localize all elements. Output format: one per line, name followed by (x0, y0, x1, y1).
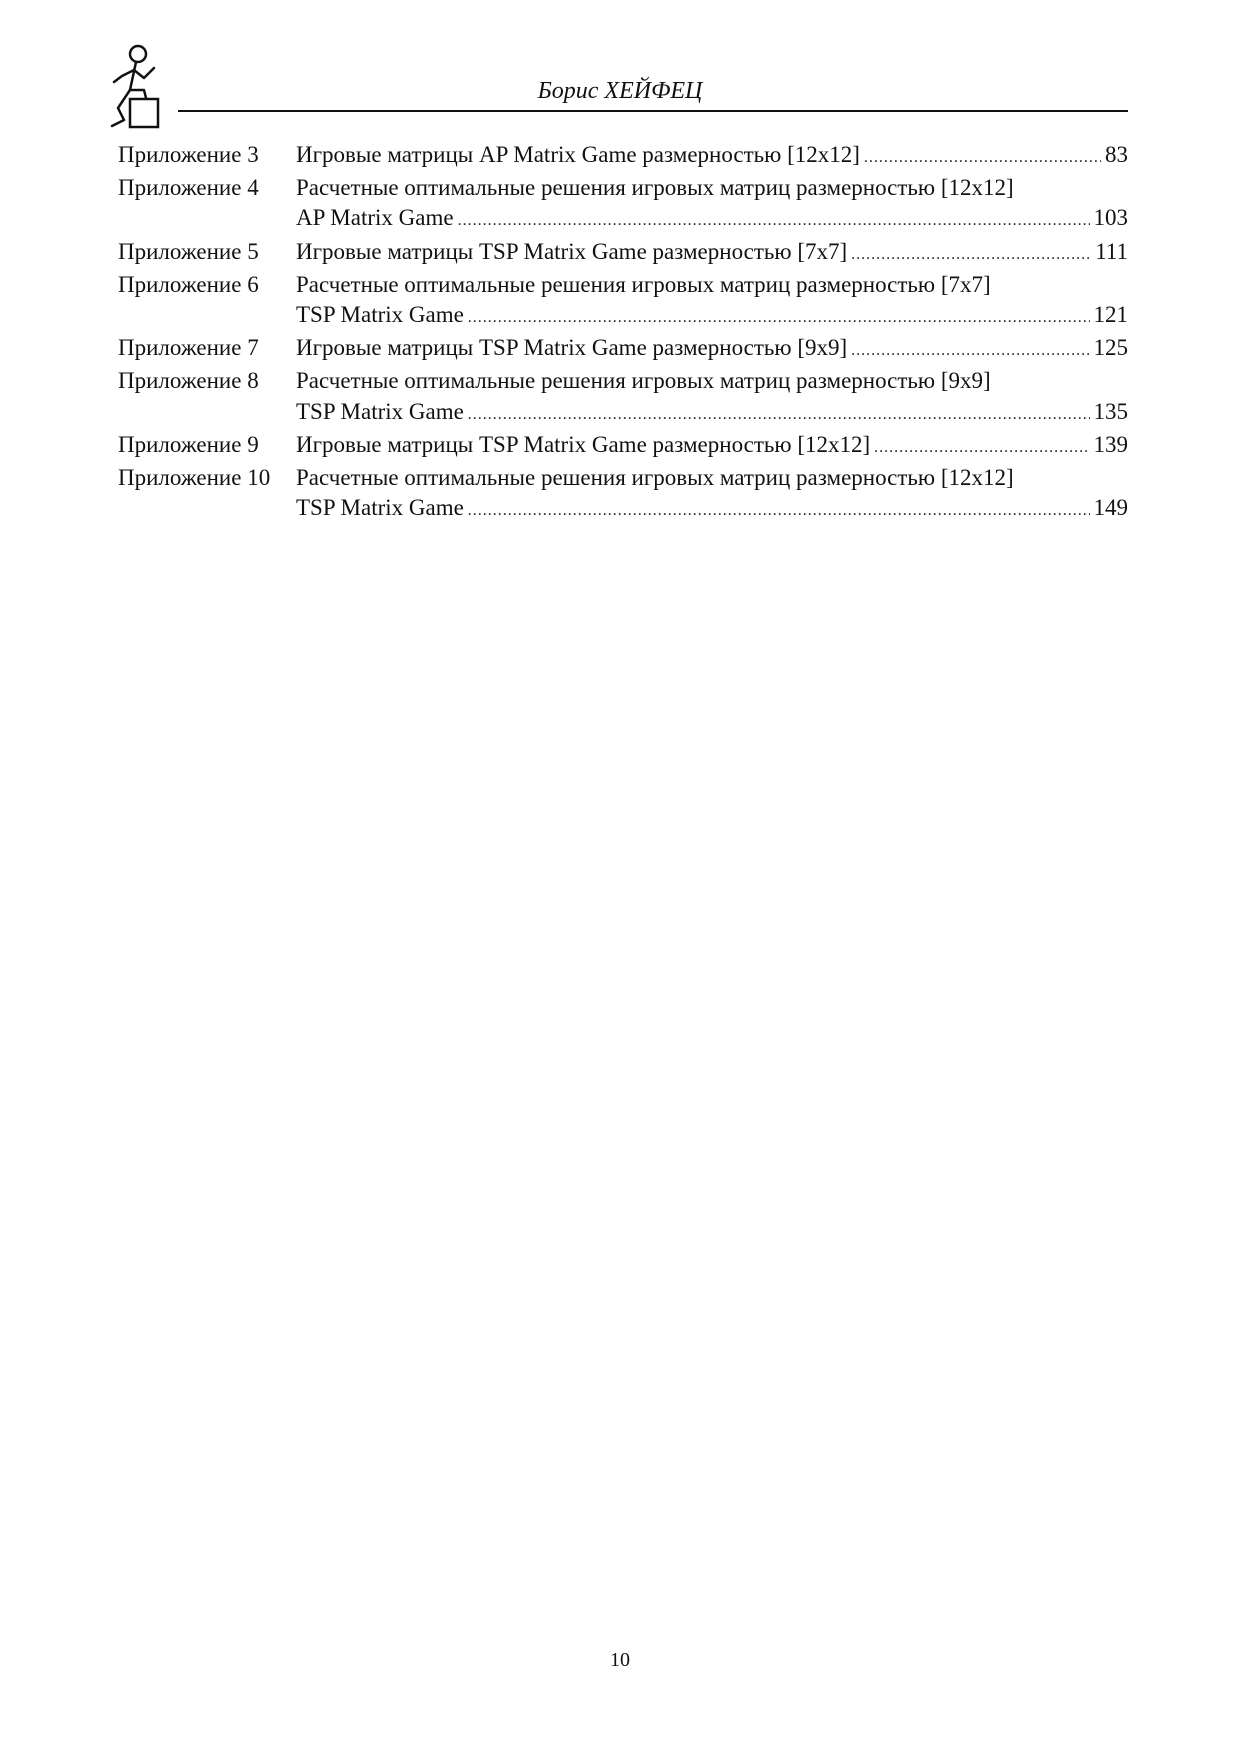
toc-entry-label: Приложение 5 (118, 238, 259, 264)
toc-entry-title-line (296, 203, 1128, 236)
toc-entry-page: 139 (1093, 431, 1128, 457)
toc-dot-leader (874, 433, 1089, 463)
toc-entry-label: Приложение 3 (118, 142, 259, 167)
toc-entry-title: Расчетные оптимальные решения игровых матриц размерностью [9x9] (296, 368, 991, 394)
toc-entry-page: 121 (1093, 302, 1128, 328)
toc-entry-title: Игровые матрицы AP Matrix Game размерностью [12x12] (296, 142, 860, 167)
toc-entry-page: 103 (1093, 205, 1128, 231)
header-divider (178, 110, 1128, 112)
toc-entry-appendix-7[interactable] (118, 333, 1128, 366)
header-author: Борис ХЕЙФЕЦ (537, 78, 703, 104)
toc-entry-body (296, 237, 1128, 270)
toc-entry-label: Приложение 4 (118, 175, 259, 201)
toc-entry-title-first-line (296, 366, 1128, 396)
toc-dot-leader (864, 143, 1101, 173)
page-number: 10 (610, 1649, 630, 1671)
stick-figure-logo-icon (104, 44, 176, 136)
toc-entry-title-line (296, 493, 1128, 526)
toc-entry-appendix-6[interactable] (118, 270, 1128, 333)
toc-entry-page: 135 (1093, 398, 1128, 424)
toc-entry-appendix-4[interactable] (118, 173, 1128, 236)
toc-entry-label: Приложение 6 (118, 271, 259, 297)
toc-entry-title: Расчетные оптимальные решения игровых матриц размерностью [7x7] (296, 271, 991, 297)
toc-entry-body (296, 270, 1128, 333)
toc-entry-appendix-9[interactable] (118, 430, 1128, 463)
toc-entry-appendix-5[interactable] (118, 237, 1128, 270)
toc-dot-leader (458, 206, 1090, 236)
toc-entry-title-continuation: TSP Matrix Game (296, 398, 464, 424)
toc-entry-appendix-3[interactable] (118, 140, 1128, 173)
toc-dot-leader (468, 400, 1090, 430)
toc-entry-page: 111 (1095, 238, 1128, 264)
toc-entry-page: 125 (1093, 335, 1128, 361)
toc-entry-title-continuation: TSP Matrix Game (296, 302, 464, 328)
toc-entry-title: Игровые матрицы TSP Matrix Game размерностью [12x12] (296, 431, 871, 457)
toc-entry-body (296, 173, 1128, 236)
toc-entry-page: 149 (1093, 495, 1128, 521)
toc-entry-body (296, 463, 1128, 526)
toc-entry-label: Приложение 10 (118, 465, 271, 491)
toc-entry-body (296, 430, 1128, 463)
toc-entry-title-continuation: AP Matrix Game (296, 205, 454, 231)
toc-dot-leader (851, 240, 1091, 270)
toc-entry-appendix-8[interactable] (118, 366, 1128, 429)
toc-entry-label: Приложение 8 (118, 368, 259, 394)
toc-entry-page: 83 (1105, 142, 1128, 167)
toc-entry-title-line (296, 333, 1128, 366)
toc-entry-title: Расчетные оптимальные решения игровых матриц размерностью [12x12] (296, 175, 1014, 201)
toc-dot-leader (851, 336, 1089, 366)
toc-dot-leader (468, 496, 1090, 526)
toc-entry-title-line (296, 140, 1128, 173)
toc-entry-appendix-10[interactable] (118, 463, 1128, 526)
toc-entry-title-first-line (296, 173, 1128, 203)
toc-entry-body (296, 333, 1128, 366)
toc-entry-title-first-line (296, 463, 1128, 493)
toc-entry-title-line (296, 300, 1128, 333)
toc-dot-leader (468, 303, 1090, 333)
toc-entry-body (296, 140, 1128, 173)
toc-entry-title-first-line (296, 270, 1128, 300)
toc-entry-title: Игровые матрицы TSP Matrix Game размерностью [9x9] (296, 335, 848, 361)
table-of-contents (118, 140, 1128, 526)
toc-entry-title-continuation: TSP Matrix Game (296, 495, 464, 521)
toc-entry-label: Приложение 9 (118, 431, 259, 457)
toc-entry-title-line (296, 430, 1128, 463)
toc-entry-title: Расчетные оптимальные решения игровых матриц размерностью [12x12] (296, 465, 1014, 491)
page-header (0, 0, 1240, 120)
toc-entry-body (296, 366, 1128, 429)
toc-entry-title-line (296, 237, 1128, 270)
toc-entry-label: Приложение 7 (118, 335, 259, 361)
toc-entry-title: Игровые матрицы TSP Matrix Game размерностью [7x7] (296, 238, 848, 264)
toc-entry-title-line (296, 397, 1128, 430)
